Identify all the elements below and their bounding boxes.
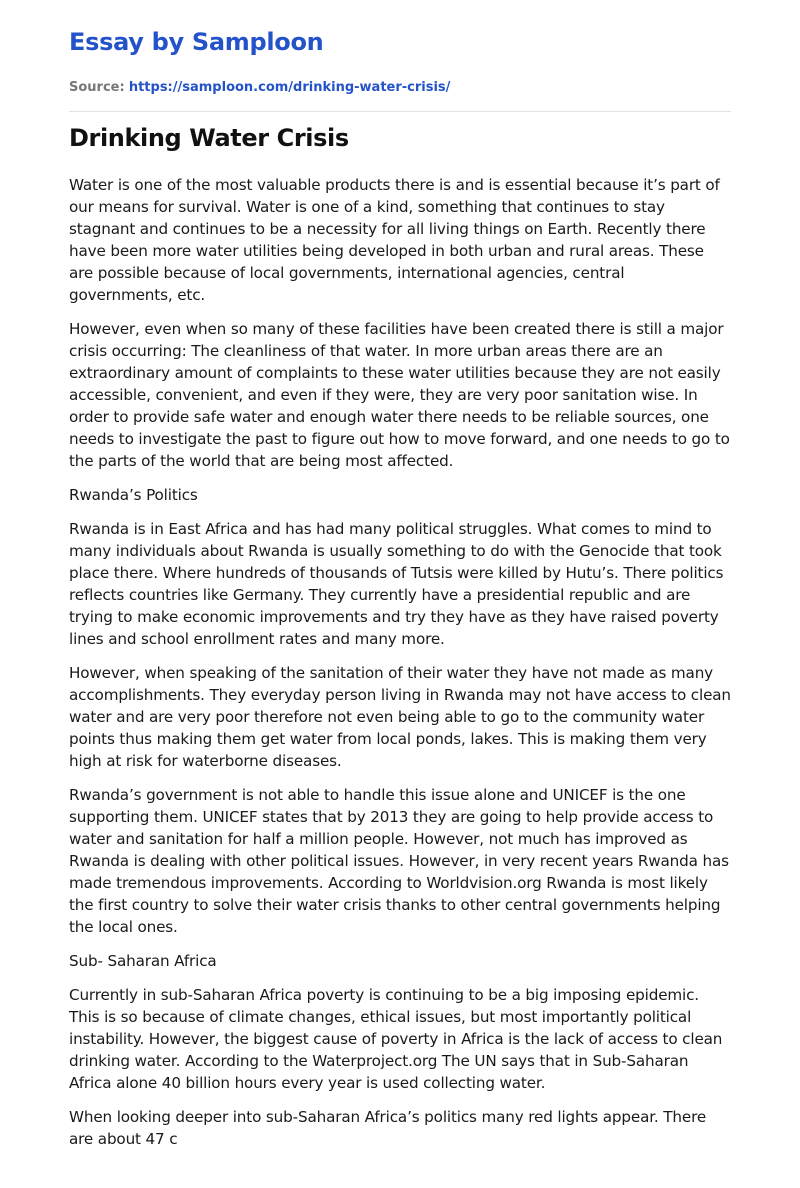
essay-title: Drinking Water Crisis <box>69 124 349 152</box>
paragraph: When looking deeper into sub-Saharan Africa’s politics many red lights appear. There are about 47 c <box>69 1108 707 1148</box>
paragraph: Rwanda is in East Africa and has had many political struggles. What comes to mind to many individuals about Rwanda is usually something to do with the Genocide that took place there. Where hundreds of thousands of Tutsis were killed by Hutu’s. There politics reflects countries like Germany. They currently have a presidential republic and are trying to make economic improvements and try they have as they have raised poverty lines and school enrollment rates and many more. <box>69 520 724 648</box>
source-line <box>69 80 450 95</box>
essay-body <box>69 174 731 1162</box>
section-heading: Rwanda’s Politics <box>69 486 198 504</box>
brand-title[interactable]: Essay by Samploon <box>69 28 324 56</box>
paragraph: Currently in sub-Saharan Africa poverty is continuing to be a big imposing epidemic. This is so because of climate changes, ethical issues, but most importantly political instability. However, the biggest cause of poverty in Africa is the lack of access to clean drinking water. According to the Waterproject.org The UN says that in Sub-Saharan Africa alone 40 billion hours every year is used collecting water. <box>69 986 723 1092</box>
source-label: Source: <box>69 80 125 95</box>
paragraph: However, even when so many of these facilities have been created there is still a major crisis occurring: The cleanliness of that water. In more urban areas there are an extraordinary amount of complaints to these water utilities because they are not easily accessible, convenient, and even if they were, they are very poor sanitation wise. In order to provide safe water and enough water there needs to be reliable sources, one needs to investigate the past to figure out how to move forward, and one needs to go to the parts of the world that are being most affected. <box>69 320 730 470</box>
paragraph: Rwanda’s government is not able to handle this issue alone and UNICEF is the one supporting them. UNICEF states that by 2013 they are going to help provide access to water and sanitation for half a million people. However, not much has improved as Rwanda is dealing with other political issues. However, in very recent years Rwanda has made tremendous improvements. According to Worldvision.org Rwanda is most likely the first country to solve their water crisis thanks to other central governments helping the local ones. <box>69 786 729 936</box>
section-heading: Sub- Saharan Africa <box>69 952 217 970</box>
source-link[interactable]: https://samploon.com/drinking-water-crisis/ <box>128 80 451 95</box>
header-divider <box>69 111 731 112</box>
paragraph: Water is one of the most valuable products there is and is essential because it’s part of our means for survival. Water is one of a kind, something that continues to stay stagnant and continues to be a necessity for all living things on Earth. Recently there have been more water utilities being developed in both urban and rural areas. These are possible because of local governments, international agencies, central governments, etc. <box>69 176 720 304</box>
paragraph: However, when speaking of the sanitation of their water they have not made as many accomplishments. They everyday person living in Rwanda may not have access to clean water and are very poor therefore not even being able to go to the community water points thus making them get water from local ponds, lakes. This is making them very high at risk for waterborne diseases. <box>69 664 731 770</box>
